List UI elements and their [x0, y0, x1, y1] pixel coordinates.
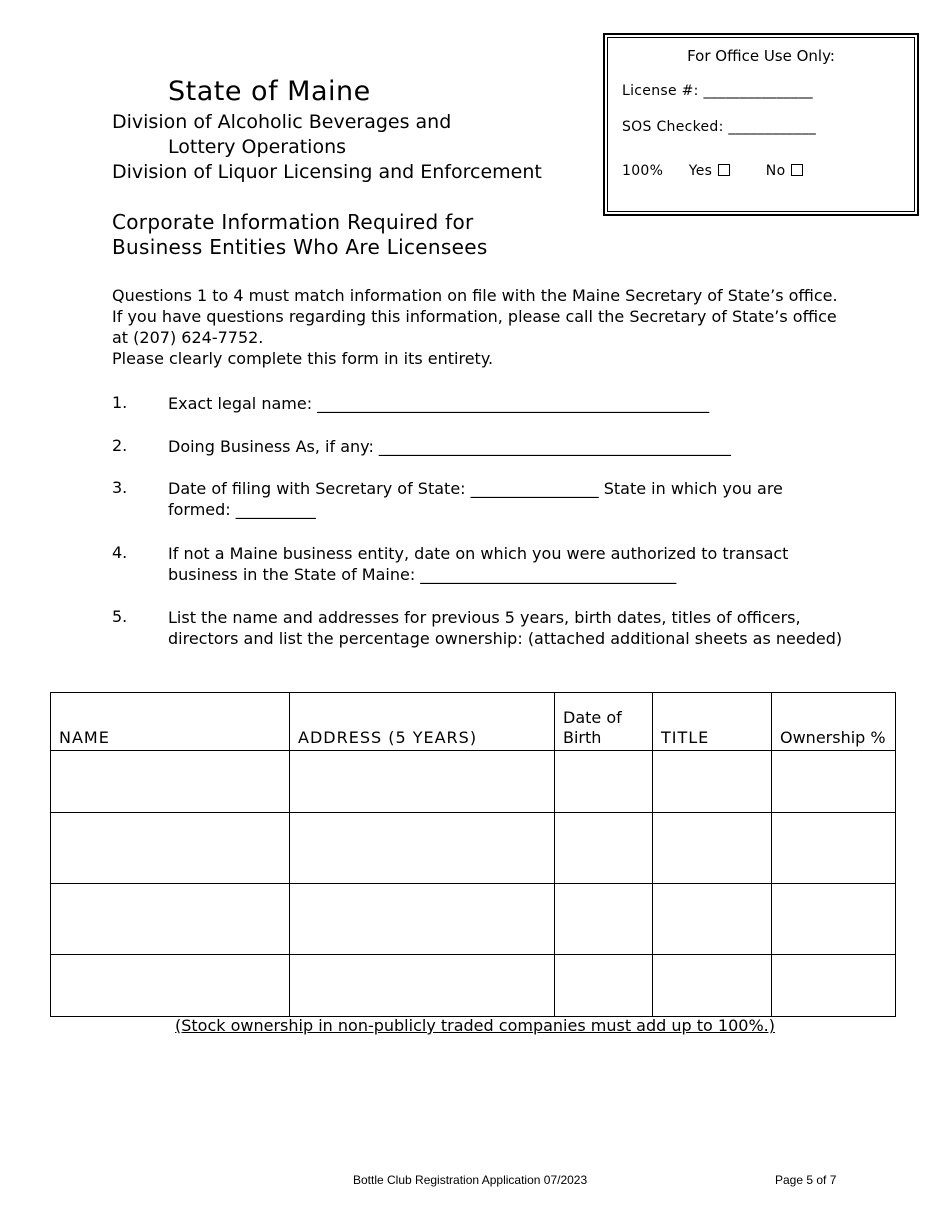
cell-dob[interactable]	[555, 813, 653, 884]
intro-text: Questions 1 to 4 must match information on file with the Maine Secretary of State’s office. If you have questions regarding this information, please call the Secretary of State’s office at (207) 624-7752.	[112, 286, 838, 347]
percent-label: 100%	[622, 163, 664, 179]
percent-line	[622, 163, 803, 179]
yes-label: Yes	[688, 163, 713, 179]
cell-ownership[interactable]	[772, 751, 896, 813]
question-4-number: 4.	[112, 543, 128, 562]
question-2-text[interactable]: Doing Business As, if any: ____________________________________________	[168, 437, 731, 456]
cell-address[interactable]	[290, 955, 555, 1017]
ownership-note	[0, 1016, 950, 1035]
question-4-text[interactable]: If not a Maine business entity, date on which you were authorized to transact business in the State of Maine: ________________________________	[168, 544, 789, 584]
header-name: NAME	[51, 693, 290, 751]
cell-name[interactable]	[51, 813, 290, 884]
question-1-number: 1.	[112, 393, 128, 412]
cell-name[interactable]	[51, 884, 290, 955]
intro-instruction: Please clearly complete this form in its entirety.	[112, 349, 494, 368]
ownership-table	[50, 692, 896, 1017]
cell-address[interactable]	[290, 813, 555, 884]
cell-title[interactable]	[653, 955, 772, 1017]
cell-address[interactable]	[290, 751, 555, 813]
division-line-1: Division of Alcoholic Beverages and	[112, 111, 452, 133]
cell-address[interactable]	[290, 884, 555, 955]
yes-checkbox[interactable]	[718, 164, 730, 176]
subtitle-line-2: Business Entities Who Are Licensees	[112, 235, 488, 259]
cell-title[interactable]	[653, 813, 772, 884]
question-3-text[interactable]: Date of filing with Secretary of State: ________________ State in which you are formed: __________	[168, 479, 783, 519]
license-field[interactable]: _______________	[703, 83, 813, 99]
no-label: No	[765, 163, 786, 179]
cell-ownership[interactable]	[772, 884, 896, 955]
header-title: TITLE	[653, 693, 772, 751]
table-row	[51, 751, 896, 813]
division-line-2: Lottery Operations	[168, 136, 347, 158]
footer-page-number: Page 5 of 7	[775, 1173, 837, 1187]
header-address: ADDRESS (5 YEARS)	[290, 693, 555, 751]
footer-form-name: Bottle Club Registration Application 07/2023	[353, 1173, 588, 1187]
question-5-number: 5.	[112, 607, 128, 626]
office-use-title: For Office Use Only:	[687, 47, 835, 65]
cell-dob[interactable]	[555, 751, 653, 813]
license-label: License #:	[622, 83, 699, 99]
header-ownership: Ownership %	[772, 693, 896, 751]
question-1-text[interactable]: Exact legal name: _________________________________________________	[168, 394, 710, 413]
question-3-number: 3.	[112, 478, 128, 497]
sos-checked-line	[622, 119, 816, 135]
license-number-line	[622, 83, 813, 99]
office-use-box	[603, 33, 919, 216]
cell-name[interactable]	[51, 955, 290, 1017]
cell-title[interactable]	[653, 884, 772, 955]
cell-name[interactable]	[51, 751, 290, 813]
sos-field[interactable]: ____________	[728, 119, 817, 135]
intro-paragraph	[112, 285, 842, 369]
question-2-number: 2.	[112, 436, 128, 455]
table-row	[51, 955, 896, 1017]
table-header-row	[51, 693, 896, 751]
subtitle-line-1: Corporate Information Required for	[112, 210, 474, 234]
cell-dob[interactable]	[555, 955, 653, 1017]
division-line-3: Division of Liquor Licensing and Enforcement	[112, 161, 542, 183]
question-5-text: List the name and addresses for previous 5 years, birth dates, titles of officers, directors and list the percentage ownership: (attached additional sheets as needed)	[168, 608, 843, 648]
sos-label: SOS Checked:	[622, 119, 724, 135]
cell-ownership[interactable]	[772, 813, 896, 884]
cell-ownership[interactable]	[772, 955, 896, 1017]
no-checkbox[interactable]	[791, 164, 803, 176]
cell-dob[interactable]	[555, 884, 653, 955]
header-date-of-birth: Date of Birth	[555, 693, 653, 751]
table-row	[51, 813, 896, 884]
ownership-note-text: (Stock ownership in non-publicly traded companies must add up to 100%.)	[175, 1016, 775, 1035]
page-title: State of Maine	[168, 76, 371, 107]
table-row	[51, 884, 896, 955]
cell-title[interactable]	[653, 751, 772, 813]
